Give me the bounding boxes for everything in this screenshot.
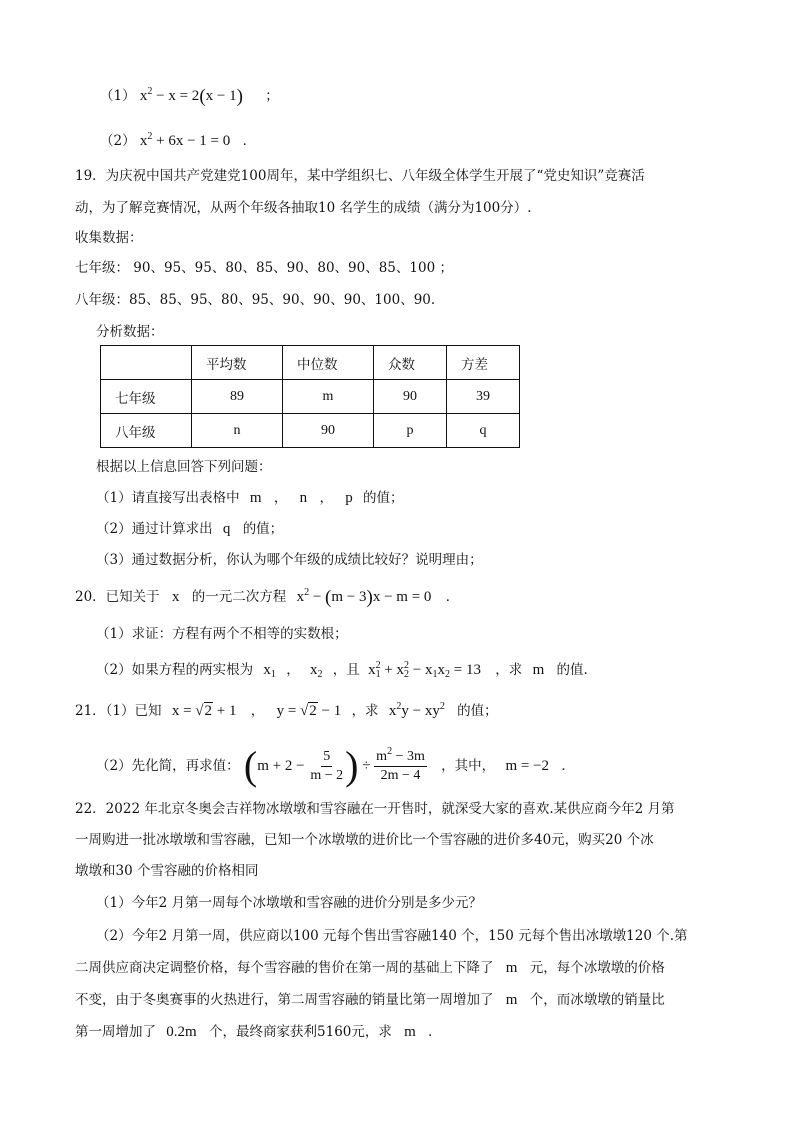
table-cell: 39 xyxy=(447,380,520,414)
q22-sub2-line4: 第一周增加了 0.2m 个，最终商家获利5160元，求 m ． xyxy=(75,1024,442,1040)
q21-simplify-expression: (m + 2 − $\frac{5}{m - 2}$ ) ÷ $\frac{m^2 - 3m}{2m - 4}$ xyxy=(243,743,425,788)
table-cell: q xyxy=(447,414,520,448)
q18-part1-equation: $x^2 - x = 2(x - 1)$ xyxy=(139,86,243,107)
table-header-row xyxy=(101,346,520,380)
table-header-cell: 方差 xyxy=(447,346,520,380)
q21-sub2: （2）先化简，再求值： (m + 2 − $\frac{5}{m - 2}$ ) ÷ $\frac{m^2 - 3m}{2m - 4}$ ，其中， m = −2 ． xyxy=(96,743,575,788)
table-header-cell: 中位数 xyxy=(283,346,374,380)
q18-part2: （2） $x^2 + 6x - 1 = 0$ ． xyxy=(100,131,257,149)
table-header-cell: 平均数 xyxy=(192,346,283,380)
q19-grade8-scores: 八年级：85、85、95、80、95、90、90、90、100、90. xyxy=(75,292,436,308)
table-cell: 八年级 xyxy=(101,414,192,448)
table-row xyxy=(101,414,520,448)
q22-stem-line1: 22．2022 年北京冬奥会吉祥物冰墩墩和雪容融在一开售时，就深受大家的喜欢.某供应商今年2 月第 xyxy=(75,801,675,817)
q21-x-value: x = √2 + 1 xyxy=(171,703,237,719)
q20-root2: $x_2$ xyxy=(309,662,323,680)
q21-m-value: m = −2 xyxy=(505,758,550,774)
q20-root1: $x_1$ xyxy=(263,662,276,680)
table-cell: 90 xyxy=(374,380,447,414)
q19-answer-prompt: 根据以上信息回答下列问题： xyxy=(96,459,272,475)
table-cell: n xyxy=(192,414,283,448)
q22-stem-line3: 墩墩和30 个雪容融的价格相同 xyxy=(75,863,259,879)
q21-expression: $x^2y - xy^2$ xyxy=(388,701,445,719)
q19-sub1: （1）请直接写出表格中 m ， n ， p 的值； xyxy=(96,490,404,506)
q22-stem-line2: 一周购进一批冰墩墩和雪容融，已知一个冰墩墩的进价比一个雪容融的进价多40元，购买20 个冰 xyxy=(75,832,654,848)
q18-part2-equation: $x^2 + 6x - 1 = 0$ xyxy=(139,131,231,149)
q20-equation: $x^2 - (m - 3)x - m = 0$ xyxy=(296,587,432,608)
q18-part1: （1） $x^2 - x = 2(x - 1)$ ； xyxy=(100,86,279,107)
q20-stem: 20．已知关于 x 的一元二次方程 $x^2 - (m - 3)x - m = 0$ ． xyxy=(75,587,460,608)
q19-analyze-label: 分析数据： xyxy=(96,324,164,340)
table-header-cell xyxy=(101,346,192,380)
q19-stem-line1: 19．为庆祝中国共产党建党100周年，某中学组织七、八年级全体学生开展了“党史知识”竞赛活 xyxy=(75,168,645,184)
q22-sub1: （1）今年2 月第一周每个冰墩墩和雪容融的进价分别是多少元？ xyxy=(96,895,482,911)
q22-sub2-line2: 二周供应商决定调整价格，每个雪容融的售价在第一周的基础上下降了 m 元，每个冰墩墩的价格 xyxy=(75,960,665,976)
table-header-cell: 众数 xyxy=(374,346,447,380)
q19-stem-line2: 动，为了解竞赛情况，从两个年级各抽取10 名学生的成绩（满分为100分）. xyxy=(75,200,532,216)
q21-sub1: 21．（1）已知 x = √2 + 1 ， y = √2 − 1 ，求 $x^2y - xy^2$ 的值； xyxy=(75,701,498,719)
table-row xyxy=(101,380,520,414)
q22-sub2-line3: 不变，由于冬奥赛事的火热进行，第二周雪容融的销量比第一周增加了 m 个，而冰墩墩的销量比 xyxy=(75,992,665,1008)
q19-stats-table xyxy=(100,345,520,448)
table-cell: 七年级 xyxy=(101,380,192,414)
table-cell: 90 xyxy=(283,414,374,448)
q21-y-value: y = √2 − 1 xyxy=(276,703,342,719)
q20-condition: $x_1^2 + x_2^2 - x_1x_2 = 13$ xyxy=(368,660,481,680)
q19-collect-label: 收集数据： xyxy=(75,230,143,246)
q19-grade7-scores: 七年级： 90、95、95、80、85、90、80、90、85、100 ； xyxy=(75,260,453,276)
q19-sub2: （2）通过计算求出 q 的值； xyxy=(96,521,284,537)
table-cell: p xyxy=(374,414,447,448)
q20-sub1: （1）求证：方程有两个不相等的实数根； xyxy=(96,626,348,642)
table-cell: m xyxy=(283,380,374,414)
table-cell: 89 xyxy=(192,380,283,414)
q22-sub2-line1: （2）今年2 月第一周，供应商以100 元每个售出雪容融140 个，150 元每个售出冰墩墩120 个.第 xyxy=(96,928,688,944)
q20-sub2: （2）如果方程的两实根为 $x_1$ ， $x_2$ ，且 $x_1^2 + x_2^2 - x_1x_2 = 13$ ，求 m 的值. xyxy=(96,660,588,680)
q19-sub3: （3）通过数据分析，你认为哪个年级的成绩比较好？说明理由； xyxy=(96,552,483,568)
